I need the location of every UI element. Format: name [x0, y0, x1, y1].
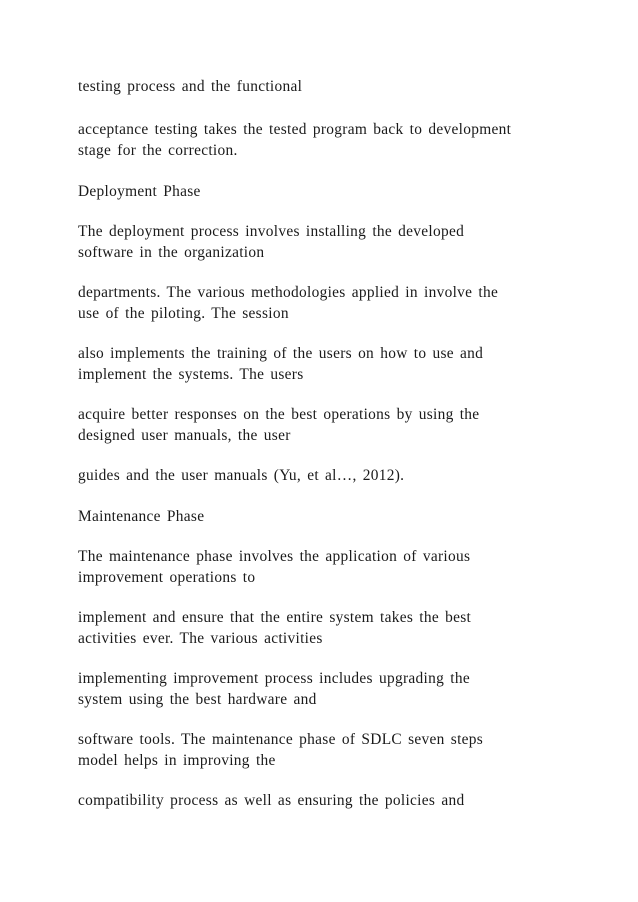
text-line: improvement operations to: [78, 569, 256, 586]
text-line: activities ever. The various activities: [78, 630, 323, 647]
text-line: testing process and the functional: [78, 78, 303, 95]
text-line: acquire better responses on the best operations by using the: [78, 406, 480, 423]
text-line: implementing improvement process includes upgrading the: [78, 670, 470, 687]
paragraph-7: [78, 465, 578, 486]
paragraph-2: [78, 119, 578, 161]
text-line: compatibility process as well as ensuring the policies and: [78, 792, 465, 809]
text-line: software tools. The maintenance phase of SDLC seven steps: [78, 731, 484, 748]
text-line: The maintenance phase involves the application of various: [78, 548, 471, 565]
text-line: departments. The various methodologies applied in involve the: [78, 284, 499, 301]
text-line: guides and the user manuals (Yu, et al…, 2012).: [78, 467, 405, 484]
paragraph-4: [78, 282, 578, 324]
paragraph-10: [78, 668, 578, 710]
text-line: designed user manuals, the user: [78, 427, 291, 444]
text-line: also implements the training of the users on how to use and: [78, 345, 484, 362]
text-line: system using the best hardware and: [78, 691, 317, 708]
paragraph-9: [78, 607, 578, 649]
section-heading-deployment: [78, 181, 578, 202]
text-line: implement the systems. The users: [78, 366, 304, 383]
text-line: model helps in improving the: [78, 752, 276, 769]
paragraph-5: [78, 343, 578, 385]
paragraph-3: [78, 221, 578, 263]
text-line: software in the organization: [78, 244, 265, 261]
paragraph-1: [78, 76, 578, 97]
paragraph-12: [78, 790, 578, 811]
paragraph-11: [78, 729, 578, 771]
text-line: The deployment process involves installing the developed: [78, 223, 465, 240]
section-heading-maintenance: [78, 506, 578, 527]
paragraph-6: [78, 404, 578, 446]
heading-text: Maintenance Phase: [78, 508, 205, 525]
text-line: stage for the correction.: [78, 142, 238, 159]
paragraph-8: [78, 546, 578, 588]
text-line: acceptance testing takes the tested program back to development: [78, 121, 512, 138]
heading-text: Deployment Phase: [78, 183, 201, 200]
text-line: use of the piloting. The session: [78, 305, 289, 322]
text-line: implement and ensure that the entire system takes the best: [78, 609, 472, 626]
